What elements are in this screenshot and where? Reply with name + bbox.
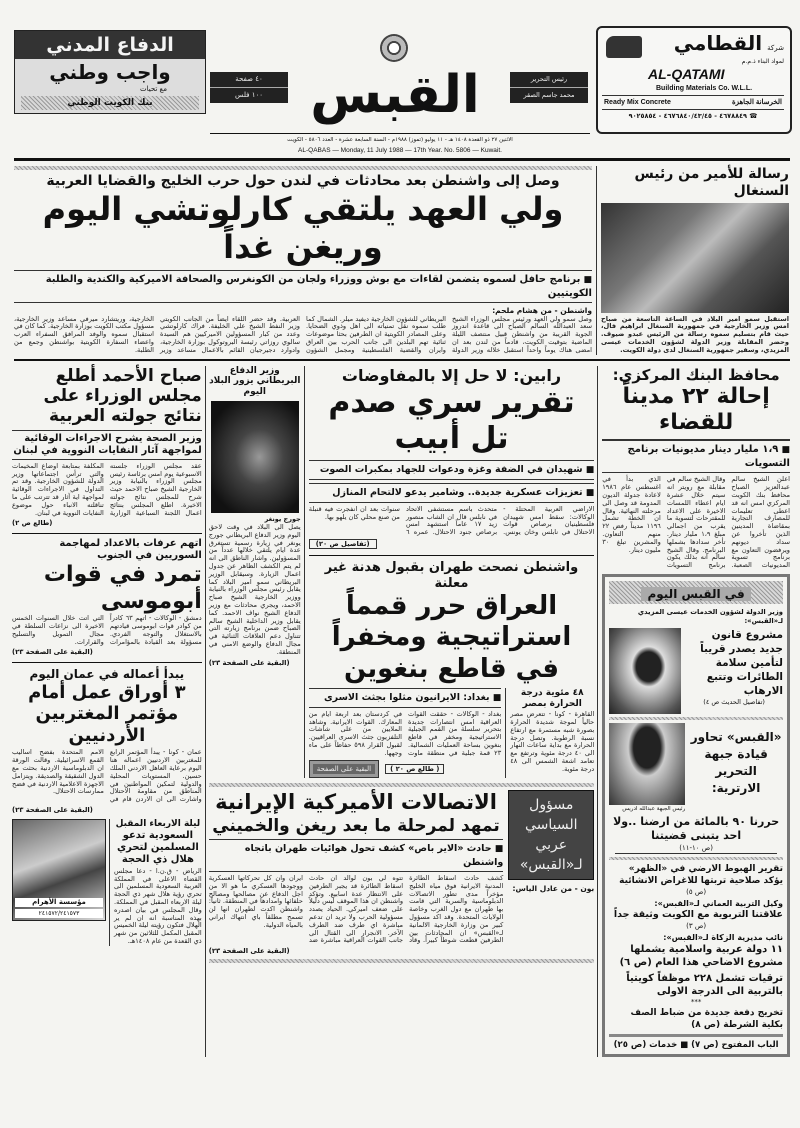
today-item7: تخريج دفعة جديدة من ضباط الصف بكلية الشرطة (ص ٨) [630,1007,783,1030]
arafat-kicker: اتهم عرفات بالاعداد لمهاجمة السوريين في الجنوب [59,538,202,562]
iraq-inset-box [309,760,379,778]
today-item1-kicker: وزير الدولة لشؤون الخدمات عيسى المزيدي لـ«القبس»: [637,607,783,625]
jordan-body: عمان - كونا - يبدأ المؤتمر الرابع للمغتربين الاردنيين اعماله هنا اليوم برعاية العاهل الاردني الملك حسين. المستويات المحلية والدولية لتمكين المواطنين في المناطق من مقاومة الاحتلال واشارت الى ان الاردن قام في الامم المتحدة بفضح اساليب القمع الاسرائيلية. وقالت الورقة ان الدبلوماسية الاردنية بحثت مع الدول الشقيقة والصديقة. ويتزامل الاجهزة الاعلامية الاردنية في فضح ممارسات الاحتلال. [12,748,202,804]
row-lead [14,166,790,361]
hajj-kicker: ليلة الاربعاء المقبل [115,819,201,830]
qatami-product-ar: الخرسانة الجاهزة [731,99,782,106]
today-box [602,574,790,1057]
rabin-kicker: رابين: لا حل إلا بالمفاوضات [341,365,562,385]
qatami-product-en: Ready Mix Concrete [604,99,671,106]
today-title: في القبس اليوم [641,587,750,601]
arafat-headline: تمرد في قوات أبوموسى [43,562,202,614]
contacts-headline-2: تمهد لمرحلة ما بعد ريغن والخميني [212,815,500,836]
iraq-headline: العراق حرر قمماً استراتيجية ومخفراً في قاطع بنغوين [331,591,572,684]
lead-subhead: ■ برنامج حافل لسموه يتضمن لقاءات مع بوش ووزراء ولجان من الكونغرس والصحافة الاميركية والكندية والطلبة الكويتيين [14,270,592,303]
contacts-byline: بون - من عادل الياس: [512,884,595,894]
civil-defense-title: الدفاع المدني [15,31,205,59]
contacts-story [209,790,595,957]
today-item2 [605,723,787,813]
price-box [210,72,288,103]
senegal-photo [601,203,789,313]
divider [609,717,783,720]
iraq-continued: ( طالع ص ٢٠ ) [385,764,444,774]
senegal-caption: استقبل سمو امير البلاد في الساعة التاسعة من صباح امس وزير الخارجية في جمهورية السنغال ابراهيم فال، حيث قام بتسليم سموه رسالة من الرئيس عبدو ضيوف. وحضر المقابلة وزير الدولة لشؤون الخدمات عيسى المزيدي، وسفير جمهورية السنغال لدى دولة الكويت. [601,314,789,354]
truck-icon [606,36,642,58]
iraq-story-body [309,688,506,779]
contacts-headline-1: الاتصالات الأميركية الإيرانية [215,790,497,815]
qatami-name-en: AL-QATAMI [648,66,725,82]
today-item1-headline: مشروع قانون جديد يصدر قريباً لتأمين سلامة الطائرات وتتبع الارهاب [700,628,783,697]
rabin-body: الاراضي العربية المحتلة - الوكالات: سقط امس شهيدان فلسطينيان برصاص قوات الاحتلال في نابلس وخان يونس. متحدث باسم مستشفى الاتحاد في نابلس قال ان الشاب منصور زيد ١٧ عاماً استشهد امس برصاص جنود الاحتلال. عمره ٦ سنوات بعد ان انفجرت فيه قنبلة من صنع محلي كان يلهو بها. [308,504,595,537]
today-footer: الباب المفتوح (ص ٧) ■ خدمات (ص ٢٥) [609,1034,783,1051]
iraq-bottom-row [309,688,595,779]
price: ١٠٠ فلس [234,91,264,99]
today-item2-quote: حررنا ٩٠ بالمائة من ارضنا ..ولا احد يتبنى قضيتنا [613,814,780,842]
heat-body: القاهرة - كونا - تتعرض مصر حالياً لموجة شديدة الحرارة بصورة شبه مستمرة مع ارتفاع نسبة الرطوبة. وتصل درجة الحرارة مع بداية ساعات النهار الى ٤٠ درجة مئوية وترتفع مع تعامد اشعة الشمس الى ٤٨ درجة مئوية. [510,710,595,773]
iraq-body: بغداد - الوكالات - حققت القوات العراقية امس انتصارات جديدة بتحرير سلسلة من القمم الجبلية الاستراتيجية ومخفر في قاطع بنغوين بساحة العمليات الشمالية. ٢٣ قمة جبلية في منطقة ماوت في كردستان بعد اربعة ايام من المعارك. القوات الايرانية. وشاهد الملايين من على شاشات التلفزيون جثث الاسرى العراقيين. لقبول القرار ٥٩٨ حفاظاً على ماء وجهها. [308,709,502,757]
rabin-headline: تقرير سري صدم تل أبيب [328,384,575,456]
today-item2-headline: «القبس» تحاور قيادة جبهة التحرير الارترية: [690,729,782,795]
right-column [598,366,790,1057]
iraq-inset-label: البقية على الصفحة [313,764,375,774]
qatami-sub-en: Building Materials Co. W.L.L. [656,85,753,92]
today-item2-caption: رئيس الجبهة عبدالله ادريس [622,805,686,812]
lead-body: وصل سمو ولي العهد ورئيس مجلس الوزراء الشيخ سعد العبدالله السالم الصباح الى قاعدة اندروز الجوية القريبة من واشنطن قبيل منتصف الليلة الماضية بتوقيت الكويت، قادماً من لندن بعد ان امضى هناك يوماً واحداً استقبل خلاله وزير الدولة البريطاني للشؤون الخارجية ديفيد ميلر. الشمال كما طلب سموه نقل تمنياته الى اهل وذوي الضحايا. وعلى المصادر الكويتية ان الطرفين بحثا موضوعات ثنائية تهم البلدين الى جانب الحرب بين العراق وايران والقضية الفلسطينية ومجمل الشؤون العربية. وقد حضر اللقاء ايضاً من الجانب الكويتي وزير النفط الشيخ علي الخليفة. فراك كارلوتشي وعدد من كبار المسؤولين الاميركيين هم السيدة سالوي روزاتي رئيسة البروتوكول بوزارة الخارجية، وادوارد دجيرجيان القائم بالاعمال مساعد وزير الخارجية، وريتشارد ميرفي مساعد وزير الخارجية، مسؤول مكتب الكويت بوزارة الخارجية. كما كان في استقبال سموه والوفد المرافق السفراء العرب واعضاء السفارة الكويتية بواشنطن وجمع من الطلبة. [14,314,592,354]
contacts-continued: (البقية على الصفحة ٢٣) [208,947,290,956]
qatami-prefix: شركة [767,44,784,52]
contacts-shade-bar [209,783,595,787]
ad-phones: ٢٤١٥٧٢/٢٤١٥٧٣ [15,909,103,918]
iraq-subhead: ■ بغداد: الايرانيون مثلوا بجثث الاسرى [309,688,502,708]
civil-defense-with: مع تحيات [139,85,167,93]
masthead [0,0,800,162]
iraq-kicker: واشنطن نصحت طهران بقبول هدنة غير معلنة [324,559,579,591]
bottom-left-ad [12,819,106,921]
lead-byline: واشنطن - من هشام ملحم: [492,305,592,315]
sabah-continued: (طالع ص ٢) [12,519,53,528]
jordan-kicker: يبدأ أعماله في عمان اليوم [29,667,185,682]
central-bank-headline: إحالة ٢٢ مديناً للقضاء [622,383,770,435]
ad-name: مؤسسة الأهرام [15,898,103,907]
masthead-rule-thin [210,133,590,134]
qatami-ad [596,26,792,134]
central-bank-subhead: ■ ١،٩ مليار دينار مديونيات برنامج التسويات [602,439,790,473]
civil-defense-sponsor: بنك الكويت الوطني [21,96,199,110]
qatami-phones [600,112,786,121]
rabin-continued: (تفاصيل ص ٢٠) [309,539,377,549]
today-stars: *** [690,997,702,1006]
lead-story [14,166,597,355]
hajj-body: الرياض - ق.ن.ا - دعا مجلس القضاء الاعلى في المملكة العربية السعودية المسلمين الى تحري رؤية هلال شهر ذي الحجة ليلة الاربعاء المقبل في المملكة. وقال المجلس في بيان اصدره بهذه المناسبة انه ان لم ير الهلال فتكون رؤيته ليلة الخميس المقبل المكمل للثلاثين من شهر ذي القعدة من عام ١٤٠٨هـ. [114,866,202,946]
today-item6: ترقيات تشمل ٢٢٨ موظفاً كويتياً بالتربية الى الدرجة الاولى [626,972,783,997]
today-item3: تقرير الهبوط الارضي في «الظهر» يؤكد صلاحية تربتها للاغراض الانشائية [619,863,783,886]
eritrea-leader-photo [609,723,685,805]
masthead-emblem-icon [380,34,408,62]
sabah-headline: صباح الأحمد أطلع مجلس الوزراء على نتائج جولته العربية [43,365,202,427]
iraq-footer-row [309,760,502,778]
date-line-english: AL-QABAS — Monday, 11 July 1988 — 17th Year. No. 5806 — Kuwait. [298,147,502,154]
editor-box [510,72,588,103]
mazidi-photo [609,628,681,714]
contacts-sidebar [508,790,594,957]
central-bank-body: اعلن الشيخ سالم عبدالعزيز الصباح محافظ بنك الكويت المركزي امس انه قد اعطى تعليمات للمصارف التجارية بمقاضاة المدينين الذين تأخروا عن سداد ديونهم ويرفضون التعاون مع برنامج تسوية المديونيات الصعبة. وقال الشيخ سالم في مقابلة مع رويتر انه سيتم خلال عشرة ايام اعطاء اللمسات الاخيرة على الاعداد للمقترحات لتسوية ما يقرب من اجمالي مبلغ ١،٩ مليار دينار. تأخر سدادها بشملها البرنامج. وقال الشيخ سالم انه بذلك يكون برنامج التسويات الذي بدأ في اغسطس عام ١٩٨٦ لاعادة جدولة الديون المدومة قد وصل الى مرحلته النهائية. وقال ان الخطة تشمل ١١٩٦ مديناً رفض ٢٢ منهم التعاون. والمشرين تبلغ ٣٠ مليون دينار. [602,475,790,570]
center-column [305,366,595,779]
qatami-phone-numbers: ٤٦٧٨٨٤٩ - ٤٦٧٦٨٤٠/٤٣/٤٥ - ٩٠٢٥٨٥٤ [628,112,748,120]
uk-minister-story [209,366,305,779]
today-item2-ref: (ص ١٠-١١) [615,843,777,854]
page-count: ٤٠ صفحة [210,72,288,88]
today-title-bar [609,581,783,604]
lead-headline: ولي العهد يلتقي كارلوتشي اليوم وريغن غداً [42,189,564,267]
civil-defense-ad [14,30,206,114]
today-item5: ١١ دولة عربية واسلامية يشملها مشروع الاضاحي هذا العام (ص ٦) [619,943,783,968]
phone-icon: ☎ [747,112,758,120]
middle-top-row [209,366,595,779]
lead-shade-bar [14,166,592,170]
masthead-rule [14,158,790,161]
uk-minister-photo [211,401,299,513]
editor-name: محمد جاسم الصقر [523,91,575,99]
row-main [12,361,790,1057]
lead-kicker: وصل إلى واشنطن بعد محادثات في لندن حول حرب الخليج والقضايا العربية [46,173,560,189]
contacts-sidebar-box [508,790,594,880]
rabin-subhead-1: ■ شهيدان في الضفة وغزة ودعوات للجهاد بمكبرات الصوت [309,460,595,480]
uk-minister-caption: جورج يونغر [264,514,301,523]
left-rule-2 [12,662,202,663]
qatami-line: لمواد البناء ذ.م.م [741,58,784,65]
qatami-name-ar: القطامي [673,31,763,55]
left-rule-1 [12,533,202,534]
jordan-headline: ٣ أوراق عمل أمام مؤتمر المغتربين الأردنيين [28,681,186,746]
center-rule [309,555,595,556]
heat-story [505,688,594,779]
contacts-subhead: ■ حادث «الاير باص» كشف تحول هوائيات طهران باتجاه واشنطن [209,839,504,872]
contacts-body: كشف حادث اسقاط الطائرة المدنية الايرانية فوق مياه الخليج مؤخراً مدى تطور الاتصالات الدبلوماسية والسرية التي قامت بها طهران مع دول الغرب وخاصة الولايات المتحدة. وقد اكد مسؤول كبير من وزارة الخارجية الالمانية لـ«القبس» ان المحادثات بين الطرفين قطعت شوطاً كبيراً. وقاد تتوه لي بون لوالد ان حادث اسقاط الطائرة قد يجبر الطرفين على الانتظار عدة اسابيع. وتؤكد واشنطن ان هذا الموقف ليس دليلاً على ضعف اميركي. الحياد يصدد مسؤولية الحرب ولا تريد ان تدعم مباشرة اي طرف ضد الطرف الآخر. الانجرار الى القتال الى جانب القوات العراقية مباشرة ضد ايران وان كل تحركاتها العسكرية ووجودها العسكري ما هو الا من اجل الدفاع عن مصالحها ومصالح حلفائها وامدادها في المنطقة. ثانياً: واشنطن اكدت لطهران انها لن تسمح مطلقاً باي انتهاك ايراني بالمياه الدولية. [208,874,504,945]
bottom-left-row [12,819,202,946]
newspaper-logo: القبس [310,65,480,125]
senegal-story [597,166,789,355]
today-item1 [605,628,787,714]
uk-minister-headline: وزير الدفاع البريطاني يزور البلاد اليوم [209,365,301,398]
date-line-arabic: الاثنين ٢٧ ذو القعدة ١٤٠٨ هـ - ١١ يوليو (تموز) ١٩٨٨م - السنة السابعة عشرة - العدد ٥٨٠٦ - الكويت [287,137,513,143]
arafat-continued: (البقية على الصفحة ٢٣) [12,648,93,657]
contacts-sidebar-text: مسؤول السياسي عربي لـ«القبس» [519,797,583,874]
today-item4: علاقتنا التربوية مع الكويت وثيقة جداً [613,908,783,920]
civil-defense-slogan: واجب وطني [49,60,171,84]
arafat-body: دمشق - الوكالات - اتهم ٦٣ كادراً من كوادر قوات ابوموسى قيادتهم بالاستغلال والتوجه الفردي. مسؤولة بعد القيادة بالمؤامرات التي اتت خلال السنوات الخمس الاخيرة الى نزاعات السلطة في مجال التمويل والتسليح والقرارات. [12,614,202,646]
sabah-body: عقد مجلس الوزراء جلسته الاسبوعية يوم امس برئاسة رئيس مجلس الوزراء بالنيابة وزير الخارجية الشيخ صباح الاحمد حيث شرح للمجلس نتائج جولته الاخيرة. اطلع المجلس بنتائج اعمال اللجنة السباعية الوزارية المكلفة بمتابعة اوضاع المخيمات والتي ترأس اجتماعاتها وزير الدولة للشؤون الخارجية. وقد تم التداول في الاجراءات الوقائية لمواجهة اية آثار قد تترتب على ما تناقلته الانباء حول موضوع النفايات النووية في لبنان. [12,461,202,517]
senegal-headline: رسالة للأمير من رئيس السنغال [634,166,789,199]
jordan-continued: (البقية على الصفحة ٢٣) [12,806,93,815]
contacts-bottom-bar [209,959,595,963]
today-item4-ref: (ص ٣) [686,921,707,930]
today-item4-kicker: وكيل التربية العماني لـ«القبس»: [654,898,783,908]
hajj-headline: السعودية تدعو المسلمين لتحري هلال ذي الحجة [116,829,199,865]
editor-title: رئيس التحرير [510,72,588,88]
sabah-subhead: وزير الصحة يشرح الاجراءات الوقائية لمواجهة آثار النفايات النووية في لبنان [12,430,202,460]
rabin-subhead-2: ■ تعزيزات عسكرية جديدة.. وشامير يدعو لالتحام المنازل [309,483,595,503]
uk-minister-continued: (البقية على الصفحة ٢٣) [208,658,290,667]
contacts-main [209,790,509,957]
middle-area [206,366,599,1057]
left-column [12,366,206,1057]
today-item1-ref: (تفاصيل الحديث ص ٤) [703,697,765,706]
heat-headline: ٤٨ مئوية درجة الحرارة بمصر [520,687,584,709]
today-item5-kicker: نائب مديرية الزكاة لـ«القبس»: [663,932,783,942]
hajj-story [109,819,202,946]
central-bank-kicker: محافظ البنك المركزي: [612,365,780,384]
today-item3-ref: (ص ٥) [686,887,707,896]
uk-minister-body: يصل الى البلاد في وقت لاحق اليوم وزير الدفاع البريطاني جورج يونغر في زيارة رسمية تستغرق عدة ايام يلتقي خلالها عدداً من المسؤولين. واشار الناطق الى انه لم يتم الكشف الظاهر عن جدول اعمال الزيارة. وسيقابل الوزير البريطاني سمو امير البلاد كما يقابل رئيس مجلس الوزراء بالنيابة ووزير الخارجية الشيخ صباح الاحمد، ويجري محادثات مع وزير الدفاع الشيخ نواف الاحمد. كما يقابل وزير الداخلية الشيخ سالم الصباح ضمن برنامج زيارته التي تتناول دعم العلاقات الثنائية في مجال الدفاع والوضع الامني في المنطقة. [208,522,301,656]
